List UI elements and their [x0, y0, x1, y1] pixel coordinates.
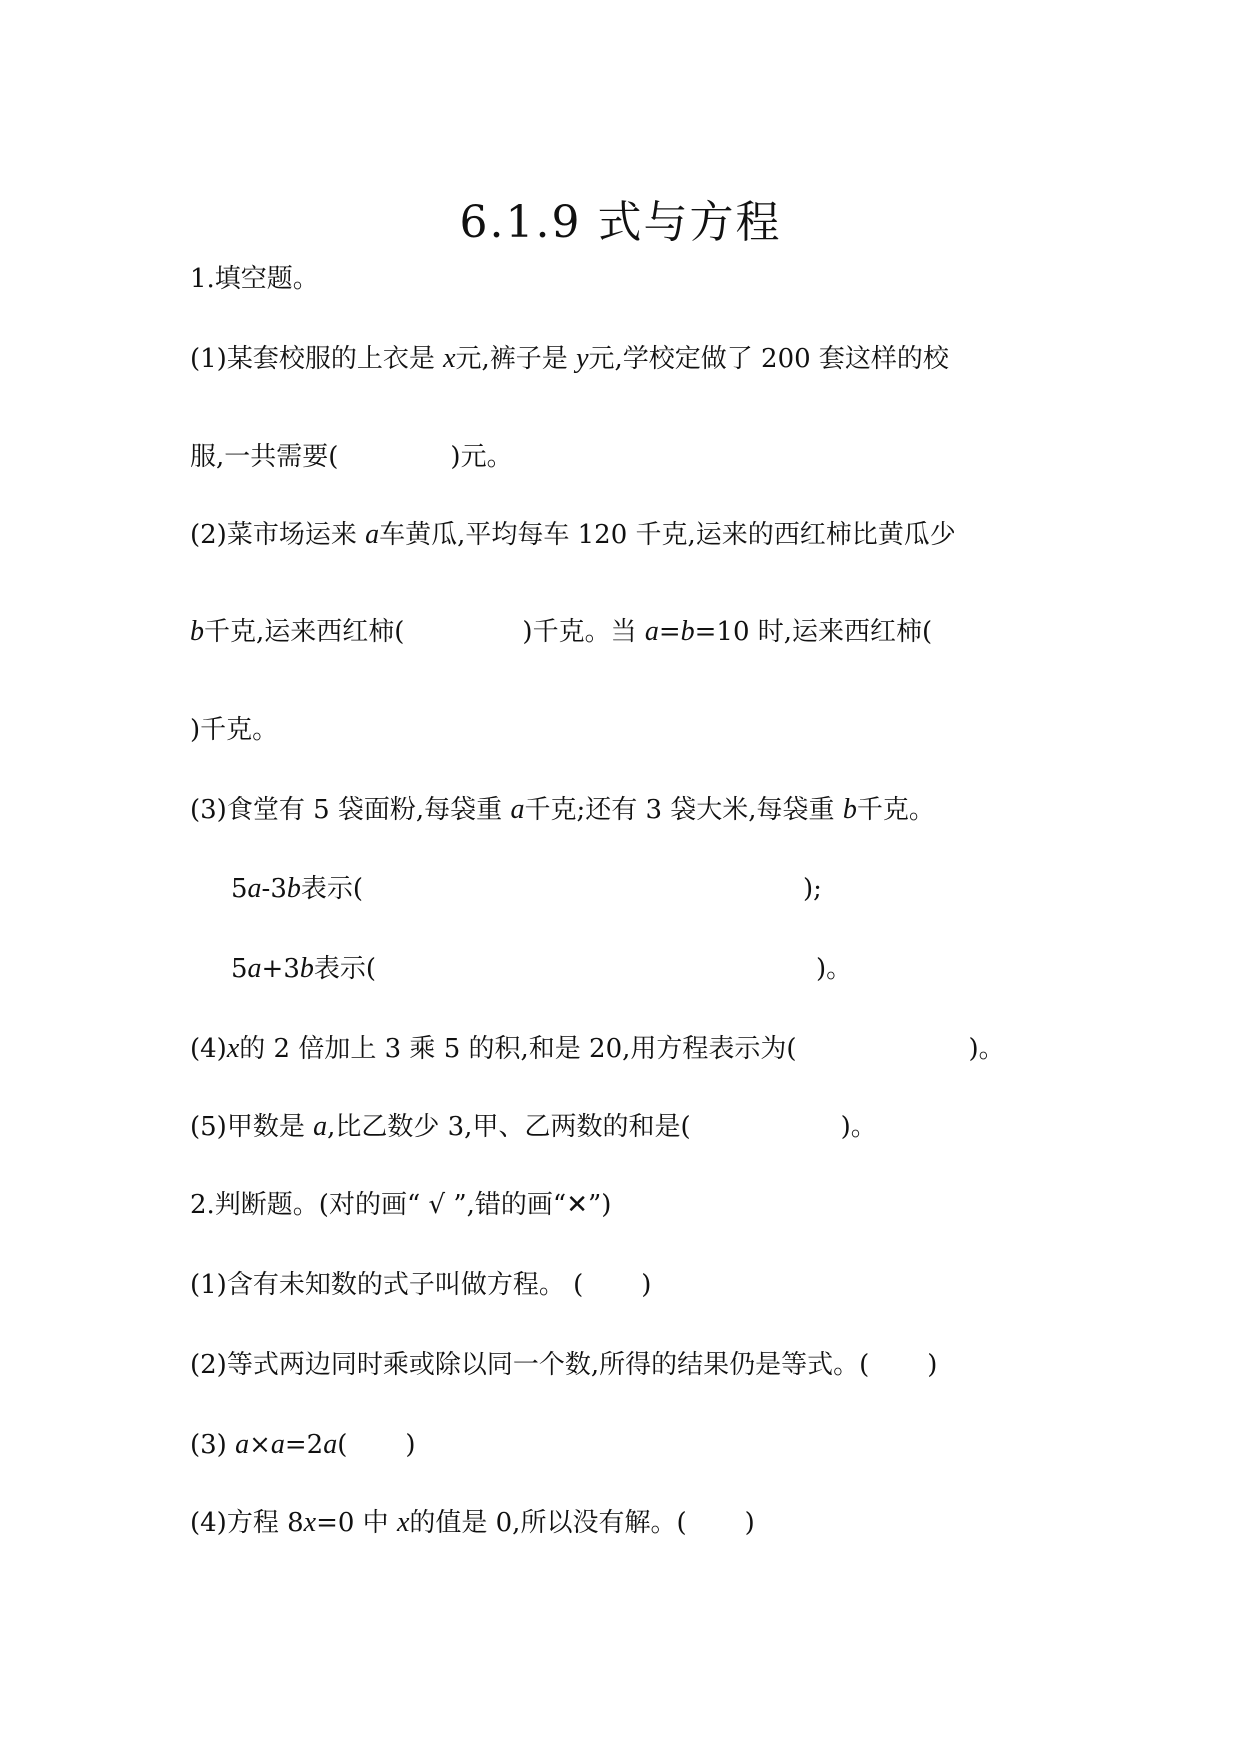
fill-question-3-expression-1: 5a-3b表示( );: [231, 873, 822, 904]
judge-question-4: (4)方程 8x=0 中 x的值是 0,所以没有解。( ): [190, 1507, 755, 1538]
judge-question-2: (2)等式两边同时乘或除以同一个数,所得的结果仍是等式。( ): [190, 1350, 938, 1380]
variable-y: y: [576, 343, 589, 374]
variable-b: b: [190, 616, 204, 647]
fill-question-2-line-2: b千克,运来西红柿( )千克。当 a=b=10 时,运来西红柿(: [190, 616, 933, 647]
fill-question-1-line-1: (1)某套校服的上衣是 x元,裤子是 y元,学校定做了 200 套这样的校: [190, 343, 949, 374]
fill-question-3-line-1: (3)食堂有 5 袋面粉,每袋重 a千克;还有 3 袋大米,每袋重 b千克。: [190, 794, 935, 825]
variable-x: x: [443, 343, 456, 374]
variable-a: a: [365, 519, 380, 550]
judge-question-1: (1)含有未知数的式子叫做方程。 ( ): [190, 1270, 652, 1300]
section-2-heading: 2.判断题。(对的画“ √ ”,错的画“✕”): [190, 1190, 612, 1220]
fill-question-1-line-2: 服,一共需要( )元。: [190, 442, 513, 472]
fill-question-5: (5)甲数是 a,比乙数少 3,甲、乙两数的和是( )。: [190, 1111, 877, 1142]
fill-question-4: (4)x的 2 倍加上 3 乘 5 的积,和是 20,用方程表示为( )。: [190, 1033, 1005, 1064]
fill-question-2-line-1: (2)菜市场运来 a车黄瓜,平均每车 120 千克,运来的西红柿比黄瓜少: [190, 519, 956, 550]
page-title: 6.1.9 式与方程: [459, 197, 782, 248]
fill-question-2-line-3: )千克。: [190, 715, 279, 745]
section-1-heading: 1.填空题。: [190, 264, 319, 294]
judge-question-3: (3) a×a=2a( ): [190, 1429, 416, 1460]
fill-question-3-expression-2: 5a+3b表示( )。: [231, 953, 853, 984]
